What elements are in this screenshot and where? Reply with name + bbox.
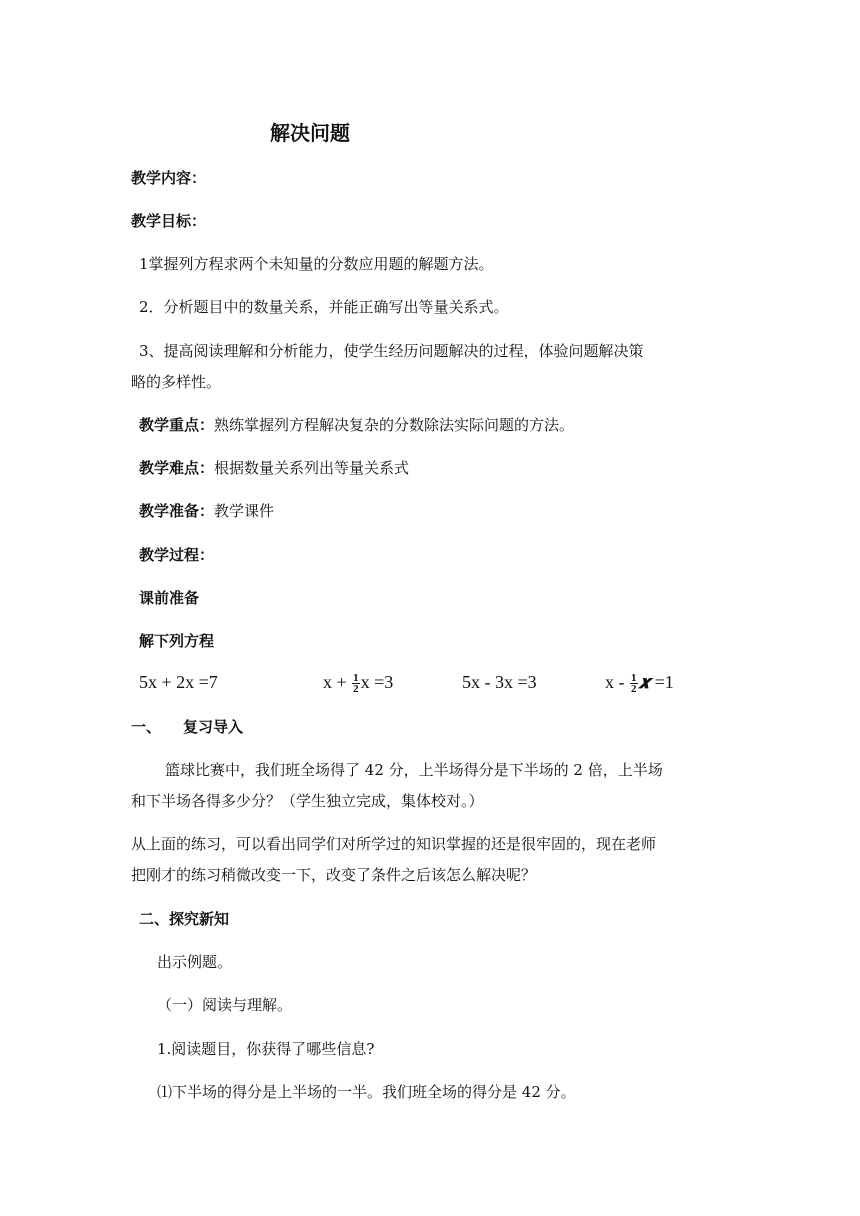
section-1-number: 一、 [131,718,162,736]
section-1-para-2-line-1: 从上面的练习，可以看出同学们对所学过的知识掌握的还是很牢固的，现在老师 [131,835,657,853]
goal-3-line-1: 3、提高阅读理解和分析能力，使学生经历问题解决的过程，体验问题解决策 [139,342,644,360]
prep-text: 教学课件 [214,502,275,520]
difficulty-label: 教学难点： [139,459,215,477]
focus-text: 熟练掌握列方程解决复杂的分数除法实际问题的方法。 [214,416,575,434]
read-question-1: 1.阅读题目，你获得了哪些信息? [157,1040,375,1058]
goal-2: 2．分析题目中的数量关系，并能正确写出等量关系式。 [139,298,509,316]
prep-label: 教学准备： [139,502,215,520]
goal-3-line-2: 略的多样性。 [131,373,222,391]
section-1-para-1-line-2: 和下半场各得多少分？（学生独立完成，集体校对。） [131,792,484,810]
fraction-half: $\frac{1}{2}$ [353,672,359,696]
process-label: 教学过程： [139,546,215,564]
focus-line [139,414,574,436]
read-understand: （一）阅读与理解。 [157,996,293,1014]
prep-line [139,500,274,522]
equation-2: x + $\frac{1}{2}$ x =3 [323,672,394,696]
section-1-para-2-line-2: 把刚才的练习稍微改变一下，改变了条件之后该怎么解决呢？ [131,866,537,884]
difficulty-line [139,457,409,479]
section-2-title: 二、探究新知 [139,910,230,928]
goal-1: 1掌握列方程求两个未知量的分数应用题的解题方法。 [139,255,494,273]
fraction-half: $\frac{1}{2}$ [631,672,637,696]
show-example: 出示例题。 [157,953,233,971]
equation-3: 5x - 3x =3 [462,672,537,692]
preclass-label: 课前准备 [139,589,200,607]
difficulty-text: 根据数量关系列出等量关系式 [214,459,410,477]
focus-label: 教学重点： [139,416,215,434]
section-1-para-1-line-1: 篮球比赛中，我们班全场得了 42 分，上半场得分是下半场的 2 倍，上半场 [165,761,663,779]
content-label: 教学内容： [131,169,207,187]
page-title: 解决问题 [270,121,350,145]
equation-1: 5x + 2x =7 [139,672,218,692]
goals-label: 教学目标： [131,212,207,230]
section-1-title: 复习导入 [183,718,244,736]
equation-4: x - $\frac{1}{2}$ 𝒙 =1 [605,672,674,696]
solve-label: 解下列方程 [139,632,215,650]
info-1: ⑴下半场的得分是上半场的一半。我们班全场的得分是 42 分。 [157,1083,576,1101]
